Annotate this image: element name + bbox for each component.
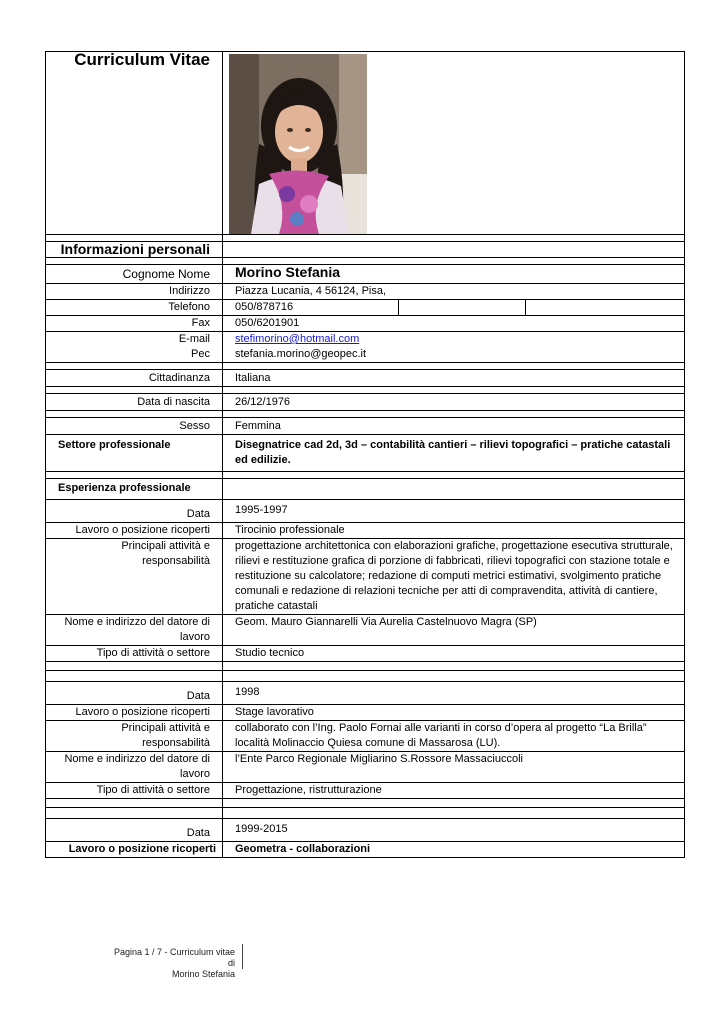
- entry-1-data: [46, 500, 685, 523]
- profile-photo: [229, 54, 367, 234]
- entry-1-datore: [46, 615, 685, 646]
- settore-label: Settore professionale: [46, 435, 223, 472]
- entry-attivita: collaborato con l’Ing. Paolo Fornai alle varianti in corso d’opera al progetto “La Brilla” località Molinaccio Quiesa comune di Massarosa (LU).: [223, 721, 685, 752]
- entry-3-data: [46, 819, 685, 842]
- cittadinanza-value: Italiana: [223, 370, 685, 387]
- cv-title: Curriculum Vitae: [46, 52, 223, 235]
- datore-label: Nome e indirizzo del datore di lavoro: [46, 615, 223, 646]
- field-label: Data di nascita: [46, 394, 223, 411]
- settore-row: [46, 435, 685, 472]
- address-value: Piazza Lucania, 4 56124, Pisa,: [223, 284, 685, 300]
- data-label: Data: [46, 500, 223, 523]
- tipo-label: Tipo di attività o settore: [46, 783, 223, 799]
- entry-date: 1998: [223, 682, 685, 705]
- footer-line-2: Morino Stefania: [171, 969, 235, 979]
- field-row-nome: [46, 265, 685, 284]
- entry-2-tipo: [46, 783, 685, 799]
- field-row-pec: [46, 347, 685, 363]
- field-label: Cittadinanza: [46, 370, 223, 387]
- data-label: Data: [46, 819, 223, 842]
- data-label: Data: [46, 682, 223, 705]
- field-label: Cognome Nome: [46, 265, 223, 284]
- entry-datore: l’Ente Parco Regionale Migliarino S.Rossore Massaciuccoli: [223, 752, 685, 783]
- field-row-nascita: [46, 394, 685, 411]
- field-row-indirizzo: [46, 284, 685, 300]
- profile-photo-illustration: [229, 54, 367, 234]
- entry-lavoro: Stage lavorativo: [223, 705, 685, 721]
- entry-date: 1999-2015: [223, 819, 685, 842]
- field-label: Sesso: [46, 418, 223, 435]
- entry-3-lavoro: [46, 842, 685, 858]
- field-label: Pec: [46, 347, 223, 363]
- page-footer: [105, 947, 235, 980]
- phone-value: 050/878716: [223, 300, 399, 315]
- attivita-label: Principali attività e responsabilità: [46, 539, 223, 615]
- entry-tipo: Studio tecnico: [223, 646, 685, 662]
- esperienza-section-title: Esperienza professionale: [46, 479, 223, 500]
- phone-blank-2: [526, 300, 684, 315]
- lavoro-label: Lavoro o posizione ricoperti: [46, 842, 223, 858]
- footer-divider: [242, 944, 243, 969]
- nascita-value: 26/12/1976: [223, 394, 685, 411]
- pec-value: stefania.morino@geopec.it: [223, 347, 685, 363]
- personal-section-title: Informazioni personali: [46, 242, 223, 258]
- entry-lavoro: Tirocinio professionale: [223, 523, 685, 539]
- entry-1-attivita: [46, 539, 685, 615]
- full-name: Morino Stefania: [223, 265, 685, 284]
- field-row-fax: [46, 316, 685, 332]
- entry-date: 1995-1997: [223, 500, 685, 523]
- datore-label: Nome e indirizzo del datore di lavoro: [46, 752, 223, 783]
- entry-2-datore: [46, 752, 685, 783]
- attivita-label: Principali attività e responsabilità: [46, 721, 223, 752]
- field-label: Fax: [46, 316, 223, 332]
- field-label: Indirizzo: [46, 284, 223, 300]
- esperienza-section-row: [46, 479, 685, 500]
- entry-datore: Geom. Mauro Giannarelli Via Aurelia Castelnuovo Magra (SP): [223, 615, 685, 646]
- entry-attivita: progettazione architettonica con elaborazioni grafiche, progettazione esecutiva strutturale, rilievi e restituzione grafica di porzione di fabbricati, rilievi topografici con stazione totale e restituzione su calcolatore; redazione di computi metrici estimativi, svolgimento pratiche comunali e redazione di relazioni tecniche per atti di compravendita, attività di cantiere, pratiche catastali: [223, 539, 685, 615]
- entry-lavoro: Geometra - collaborazioni: [223, 842, 685, 858]
- field-row-email: [46, 332, 685, 348]
- email-link[interactable]: stefimorino@hotmail.com: [235, 333, 360, 345]
- footer-line-1: Pagina 1 / 7 - Curriculum vitae di: [113, 947, 235, 968]
- field-row-telefono: [46, 300, 685, 316]
- fax-value: 050/6201901: [223, 316, 685, 332]
- phone-blank-1: [399, 300, 526, 315]
- lavoro-label: Lavoro o posizione ricoperti: [46, 705, 223, 721]
- entry-2-data: [46, 682, 685, 705]
- settore-value: Disegnatrice cad 2d, 3d – contabilità cantieri – rilievi topografici – pratiche catastali ed edilizie.: [223, 435, 685, 472]
- field-row-cittadinanza: [46, 370, 685, 387]
- field-label: E-mail: [46, 332, 223, 348]
- lavoro-label: Lavoro o posizione ricoperti: [46, 523, 223, 539]
- entry-2-lavoro: [46, 705, 685, 721]
- sesso-value: Femmina: [223, 418, 685, 435]
- entry-tipo: Progettazione, ristrutturazione: [223, 783, 685, 799]
- entry-2-attivita: [46, 721, 685, 752]
- field-row-sesso: [46, 418, 685, 435]
- personal-section-row: [46, 242, 685, 258]
- tipo-label: Tipo di attività o settore: [46, 646, 223, 662]
- entry-1-lavoro: [46, 523, 685, 539]
- entry-1-tipo: [46, 646, 685, 662]
- field-label: Telefono: [46, 300, 223, 316]
